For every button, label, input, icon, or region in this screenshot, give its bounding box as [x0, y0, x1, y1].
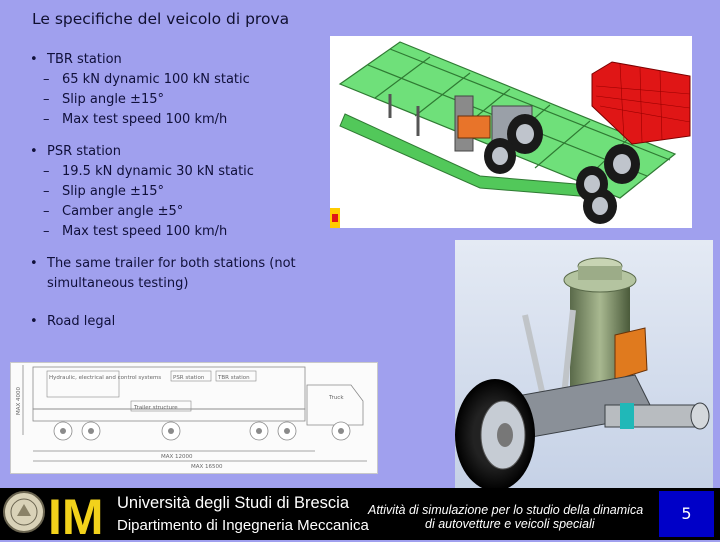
drawing-label-truck: Truck [329, 395, 344, 401]
trailer-technical-drawing [10, 362, 378, 474]
sub-bullet: – 19.5 kN dynamic 30 kN static [30, 162, 330, 182]
bullet-psr-station: • PSR station [30, 142, 330, 162]
sub-bullet: – 65 kN dynamic 100 kN static [30, 70, 330, 90]
sub-bullet: – Max test speed 100 km/h [30, 110, 330, 130]
bullet-same-trailer: • The same trailer for both stations (not simultaneous testing) [30, 254, 330, 294]
drawing-label-tbr: TBR station [218, 375, 250, 381]
slide-title: Le specifiche del veicolo di prova [32, 10, 290, 28]
bullet-road-legal: • Road legal [30, 312, 330, 332]
psr-station-3d-image [455, 240, 713, 492]
trailer-3d-image [330, 36, 692, 228]
sub-bullet: – Slip angle ±15° [30, 90, 330, 110]
footer-bar [0, 488, 720, 540]
page-number: 5 [659, 491, 714, 537]
im-logo-icon [46, 490, 112, 538]
university-seal-icon [2, 490, 46, 534]
drawing-label-systems: Hydraulic, electrical and control systems [49, 375, 162, 381]
drawing-label-psr: PSR station [173, 375, 205, 381]
drawing-label-max-trailer: MAX 12000 [161, 454, 193, 460]
drawing-label-max-height: MAX 4000 [16, 386, 22, 415]
bullet-tbr-station: • TBR station [30, 50, 330, 70]
university-name: Università degli Studi di Brescia [117, 494, 350, 512]
sub-bullet: – Max test speed 100 km/h [30, 222, 330, 242]
course-title-line1: Attività di simulazione per lo studio della dinamica [368, 503, 644, 517]
department-name: Dipartimento di Ingegneria Meccanica [117, 517, 369, 534]
drawing-label-trailer: Trailer structure [134, 405, 178, 411]
course-title-line2: di autovetture e veicoli speciali [425, 517, 595, 531]
drawing-label-max-total: MAX 16500 [191, 464, 223, 470]
sub-bullet: – Slip angle ±15° [30, 182, 330, 202]
bullet-list [30, 50, 330, 332]
sub-bullet: – Camber angle ±5° [30, 202, 330, 222]
svg-text:IM: IM [48, 490, 104, 538]
